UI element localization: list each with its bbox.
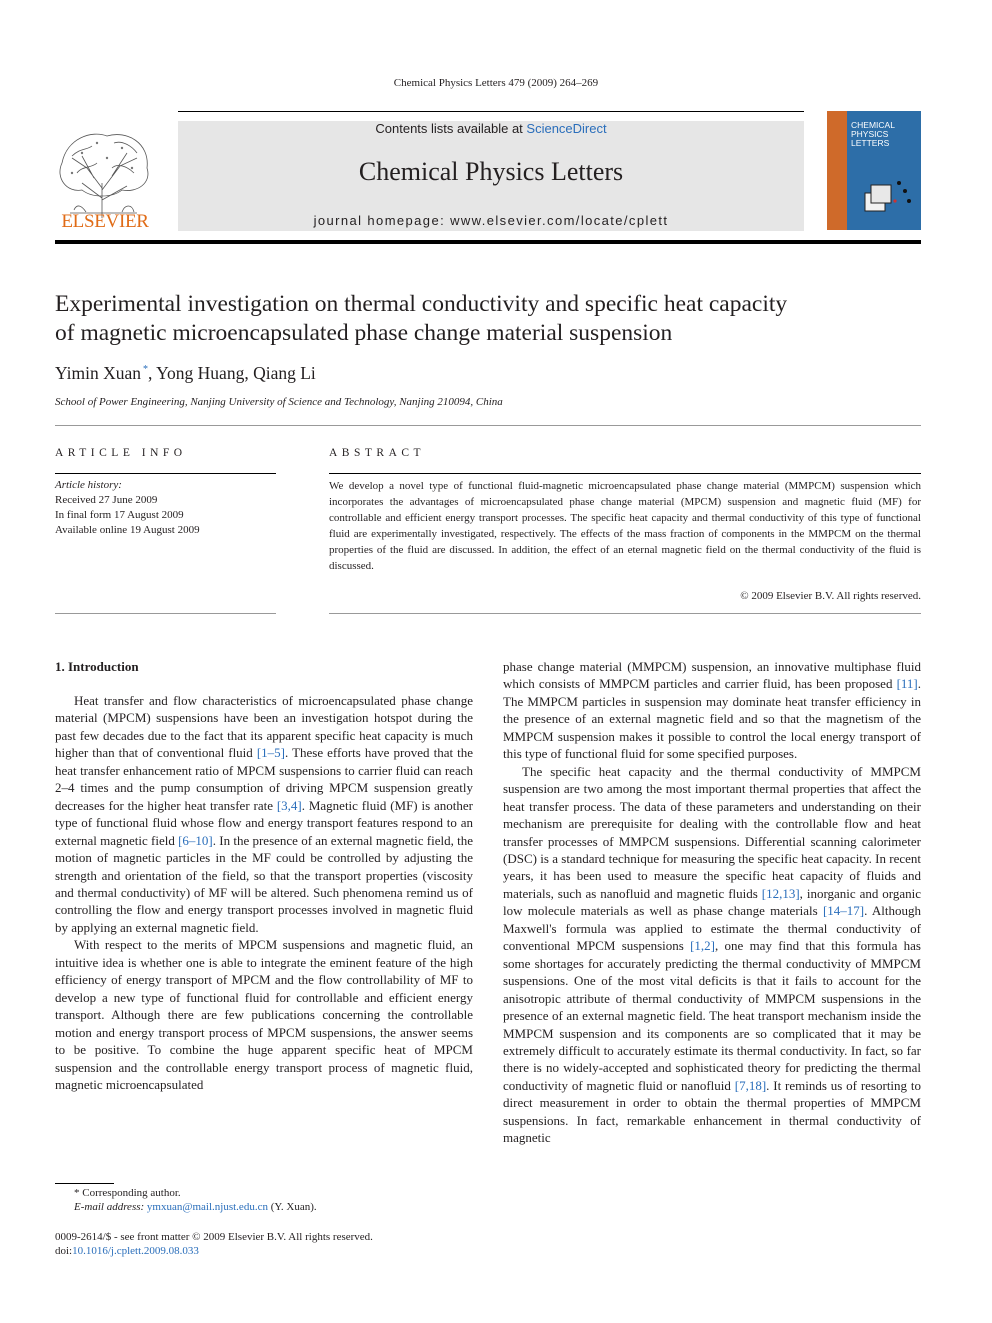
citation-link[interactable]: [12,13] [761, 885, 800, 901]
contents-line [178, 121, 804, 136]
email-link[interactable]: ymxuan@mail.njust.edu.cn [146, 1201, 268, 1213]
title-line-1: Experimental investigation on thermal conductivity and specific heat capacity [55, 291, 788, 317]
doi-link[interactable]: 10.1016/j.cplett.2009.08.033 [72, 1245, 199, 1257]
issn-copyright: 0009-2614/$ - see front matter © 2009 Elsevier B.V. All rights reserved. [55, 1231, 373, 1243]
online-date: Available online 19 August 2009 [55, 524, 200, 536]
title-line-2: of magnetic microencapsulated phase change material suspension [55, 320, 673, 346]
corresponding-author-note: * Corresponding author. [74, 1187, 181, 1199]
journal-title: Chemical Physics Letters [358, 157, 624, 186]
article-title [55, 290, 921, 348]
paragraph: The specific heat capacity and the thermal conductivity of MMPCM suspension are two among the most important thermal properties that affect the heat transfer process. The data of these parameters and understanding on their mechanism are prerequisite for dealing with the controllable flow and heat transfer processes of MMPCM suspensions. Differential scanning calorimeter (DSC) is a standard technique for measuring the specific heat capacity. In recent years, it has been used to measure the specific heat capacity of fluids and materials, such as nanofluid and magnetic fluids [12,13], inorganic and organic low molecule materials as well as phase change materials [14–17]. Although Maxwell's formula was applied to estimate the thermal conductivity of conventional MPCM suspensions [1,2], one may find that this formula has some shortages for accurately predicting the thermal conductivity of MMPCM suspensions. One of the most vital deficits is that it fails to account for the anisotropic attribute of thermal conductivity of MMPCM suspensions in the presence of an external magnetic field. The heat transport mechanism inside the MMPCM suspension and its components are so complicated that it may be extremely difficult to accurately estimate its thermal conductivity. In fact, so far there is no widely-accepted and sophisticated theory for predicting the thermal conductivity of magnetic fluid or nanofluid [7,18]. It reminds us of resorting to direct measurement in order to obtain the thermal properties of MMPCM suspensions. In fact, remarkable enhancement in thermal conductivity of magnetic [503, 763, 922, 1146]
article-history [55, 478, 276, 538]
abstract-heading: ABSTRACT [329, 447, 426, 459]
paragraph: Heat transfer and flow characteristics of microencapsulated phase change material (MPCM) suspensions have been an investigation hotspot during the past few decades due to the fact that its apparent specific heat capacity is much higher than that of conventional fluid [1–5]. These efforts have proved that the heat transfer enhancement ratio of MPCM suspensions to carrier fluid can reach 2–4 times and the pump consumption of driving MPCM suspension greatly decreases for the higher heat transfer rate [3,4]. Magnetic fluid (MF) is another type of functional fluid whose flow and energy transport features respond to an external magnetic field [6–10]. In the presence of an external magnetic field, the motion of magnetic particles in the MF could be controlled by adjusting the strength and orientation of the field, so that the transport properties (viscosity and thermal conductivity) of MF will be altered. Such phenomena remind us of controlling the flow and energy transport processes involved in magnetic fluid by applying an external magnetic field. [55, 693, 474, 935]
cover-strip [827, 111, 847, 230]
received-date: Received 27 June 2009 [55, 494, 158, 506]
citation-link[interactable]: [6–10] [178, 832, 213, 848]
authors [55, 363, 921, 384]
sciencedirect-link[interactable]: ScienceDirect [526, 121, 607, 136]
email-line: E-mail address: ymxuan@mail.njust.edu.cn (Y. Xuan). [74, 1201, 317, 1213]
divider [55, 425, 921, 426]
other-authors: , Yong Huang, Qiang Li [148, 363, 316, 383]
paragraph: With respect to the merits of MPCM suspensions and magnetic fluid, an intuitive idea is whether one is able to integrate the eminent feature of the high efficiency of energy transport of MPCM and the flow controllability of MF to develop a new type of functional fluid for controllable and efficient energy transport. Although there are few publications concerning the controllable motion and energy transport process of MPCM suspensions, the answer seems to be positive. To combine the huge apparent specific heat of MPCM suspension and the controllable energy transport process of magnetic fluid, magnetic microencapsulated [55, 937, 473, 1092]
running-head: Chemical Physics Letters 479 (2009) 264–269 [393, 77, 599, 89]
divider [55, 613, 276, 614]
abstract-copyright: © 2009 Elsevier B.V. All rights reserved. [740, 590, 921, 602]
section-heading-introduction: 1. Introduction [55, 659, 139, 674]
footnote [55, 1186, 473, 1214]
citation-link[interactable]: [1–5] [256, 745, 286, 761]
body-column-right [503, 658, 921, 1147]
header-rule [178, 111, 804, 112]
body-column-left [55, 692, 473, 1093]
doi-line: doi:10.1016/j.cplett.2009.08.033 [55, 1245, 199, 1257]
cover-title: CHEMICAL PHYSICS LETTERS [851, 120, 895, 148]
corresponding-author-mark[interactable]: * [143, 364, 149, 376]
divider [55, 473, 276, 474]
citation-link[interactable]: [11] [896, 676, 918, 692]
front-matter [55, 1230, 473, 1258]
citation-link[interactable]: [14–17] [822, 903, 865, 919]
header-thick-rule [55, 240, 921, 244]
elsevier-wordmark: ELSEVIER [61, 211, 149, 232]
divider [329, 613, 921, 614]
contents-prefix: Contents lists available at [375, 121, 527, 136]
abstract-text: We develop a novel type of functional fluid-magnetic microencapsulated phase change material (MMPCM) suspension which incorporates the advantages of microencapsulated phase change material (MPCM) suspension and magnetic fluid (MF) for controllable and efficient energy transport processes. The specific heat capacity and thermal conductivity of this type of functional fluid are experimentally investigated, respectively. The effects of the mass fraction of components in the MMPCM on the thermal properties of the fluid are discussed. In addition, the effect of an eternal magnetic field on the thermal conductivity of the fluid is discussed. [329, 480, 921, 572]
history-label: Article history: [55, 479, 122, 491]
cover-graphic [857, 171, 917, 221]
divider [329, 473, 921, 474]
paragraph: phase change material (MMPCM) suspension, an innovative multiphase fluid which consists of MMPCM particles and carrier fluid, has been proposed [11]. The MMPCM particles in suspension may dominate heat transfer efficiency in the presence of an external magnetic field and so that the magnetism of the MMPCM suspension makes it possible to control the local energy transport of this type of functional fluid for some specified purposes. [503, 659, 921, 762]
citation-link[interactable]: [1,2] [690, 938, 716, 954]
citation-link[interactable]: [7,18] [734, 1077, 767, 1093]
article-info-heading: ARTICLE INFO [55, 447, 187, 459]
affiliation: School of Power Engineering, Nanjing University of Science and Technology, Nanjing 210094, China [55, 396, 503, 408]
journal-cover-image [827, 111, 921, 230]
author-1: Yimin Xuan [55, 363, 142, 383]
footnote-rule [55, 1183, 114, 1184]
journal-homepage[interactable]: journal homepage: www.elsevier.com/locate/cplett [313, 213, 669, 228]
citation-link[interactable]: [3,4] [276, 797, 302, 813]
final-form-date: In final form 17 August 2009 [55, 509, 184, 521]
